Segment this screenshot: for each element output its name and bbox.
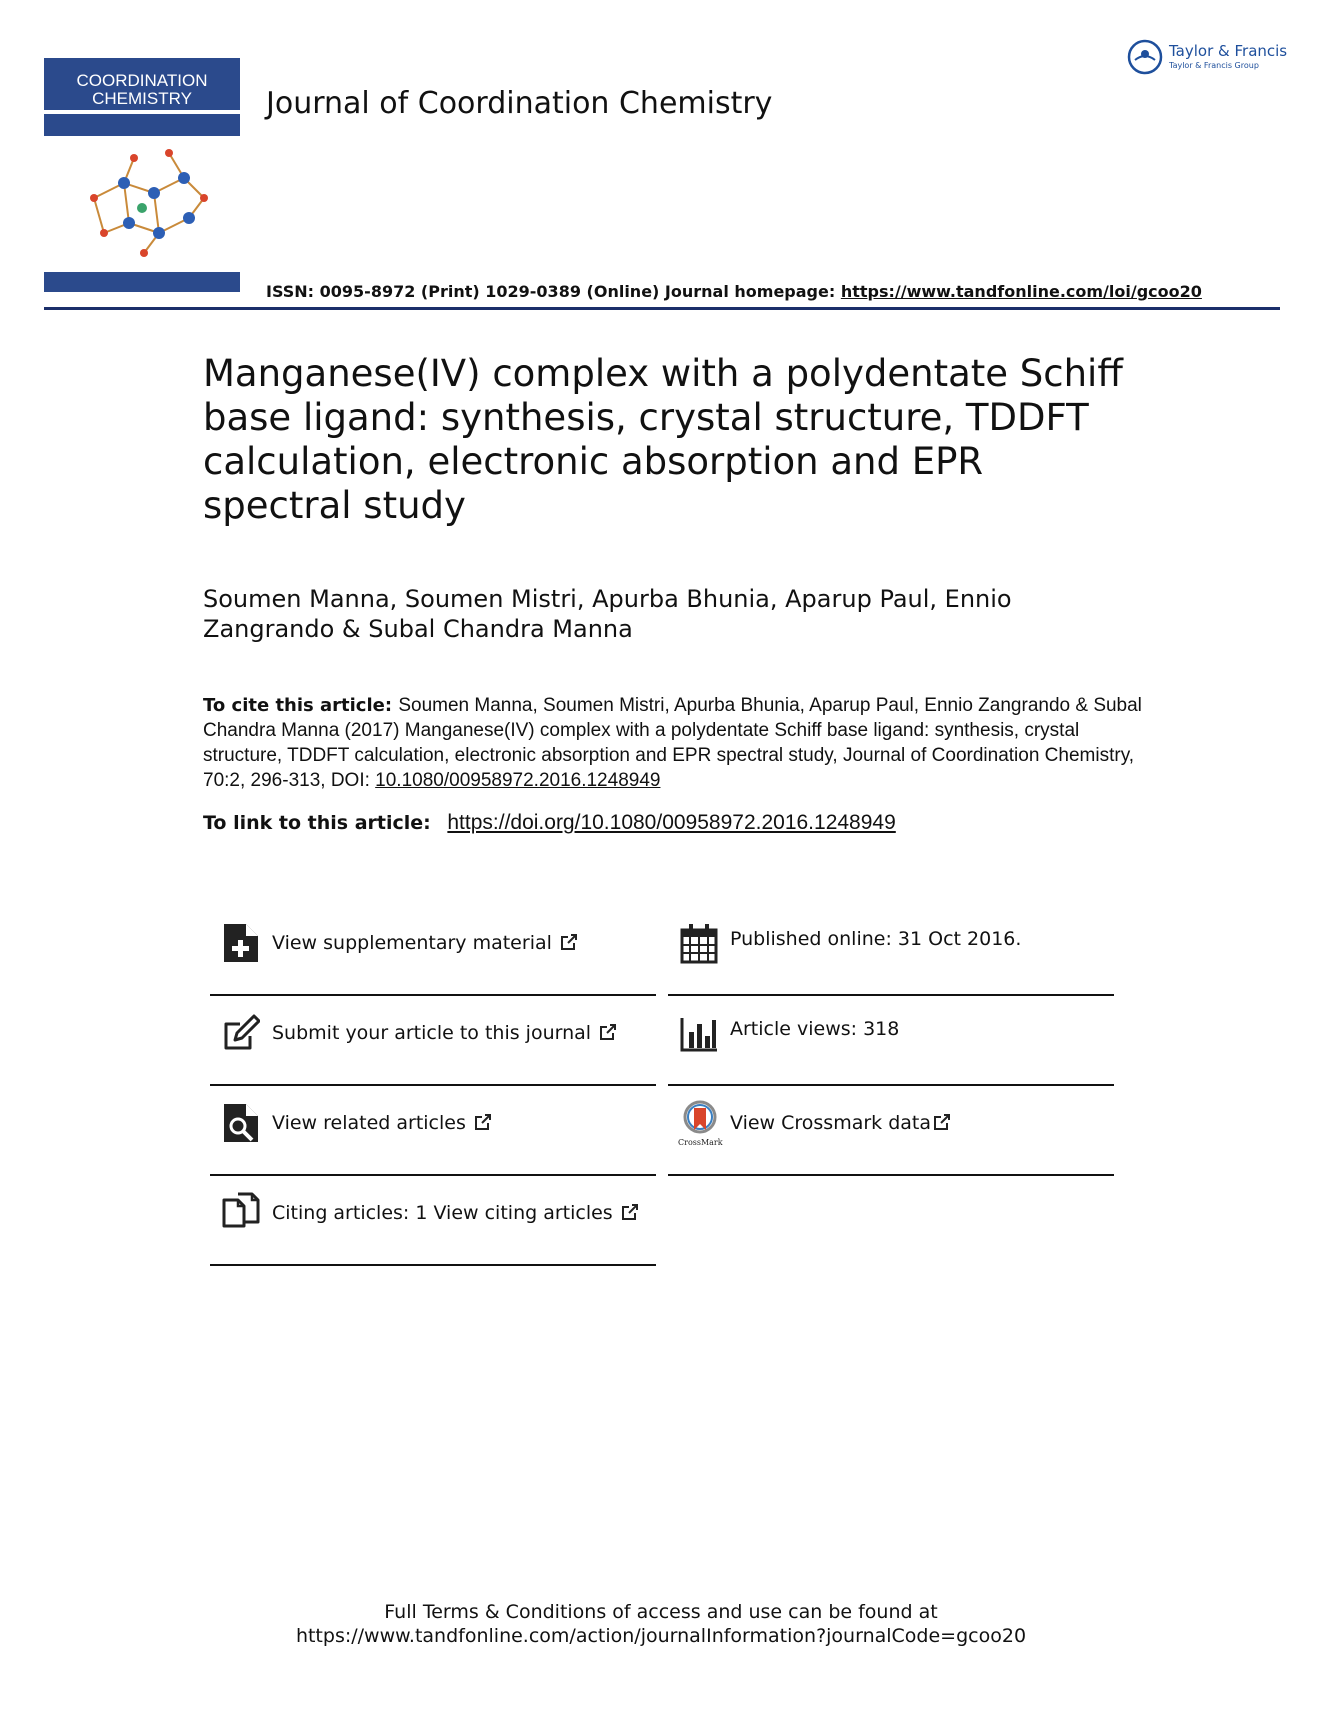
footer-terms-link[interactable]: https://www.tandfonline.com/action/journalInformation?journalCode=gcoo20 bbox=[295, 1625, 1027, 1647]
article-title: Manganese(IV) complex with a polydentate Schiff base ligand: synthesis, crystal structure, TDDFT calculation, electronic absorption and EPR spectral study bbox=[203, 352, 1123, 527]
citation-doi-link[interactable]: 10.1080/00958972.2016.1248949 bbox=[375, 770, 661, 791]
external-link-icon bbox=[474, 1113, 492, 1131]
footer bbox=[0, 1600, 1322, 1648]
article-views-text: Article views: 318 bbox=[730, 1018, 900, 1040]
supplementary-material-row[interactable] bbox=[210, 904, 656, 996]
file-plus-icon bbox=[222, 922, 260, 964]
cover-publisher-band bbox=[44, 272, 240, 292]
footer-terms-text: Full Terms & Conditions of access and use can be found at bbox=[384, 1601, 938, 1623]
submit-article-link[interactable]: Submit your article to this journal bbox=[272, 1022, 617, 1044]
citation-label: To cite this article: bbox=[203, 695, 399, 716]
edit-icon bbox=[222, 1012, 260, 1054]
bar-chart-icon bbox=[680, 1012, 718, 1054]
crossmark-logo-text: CrossMark bbox=[678, 1138, 723, 1147]
published-online-text: Published online: 31 Oct 2016. bbox=[730, 928, 1022, 950]
citing-articles-link[interactable]: Citing articles: 1 View citing articles bbox=[272, 1202, 639, 1224]
related-articles-link[interactable]: View related articles bbox=[272, 1112, 492, 1134]
external-link-icon bbox=[621, 1203, 639, 1221]
journal-homepage-link[interactable]: https://www.tandfonline.com/loi/gcoo20 bbox=[840, 282, 1202, 301]
external-link-icon bbox=[560, 933, 578, 951]
crossmark-row[interactable] bbox=[668, 1084, 1114, 1176]
calendar-icon bbox=[680, 922, 718, 964]
header-divider bbox=[44, 307, 1280, 310]
article-authors: Soumen Manna, Soumen Mistri, Apurba Bhunia, Aparup Paul, Ennio Zangrando & Subal Chandra Manna bbox=[203, 585, 1012, 643]
submit-article-row[interactable] bbox=[210, 994, 656, 1086]
publisher-group: Taylor & Francis Group bbox=[1169, 61, 1259, 70]
publisher-logo bbox=[1126, 38, 1286, 78]
crossmark-logo bbox=[678, 1100, 722, 1148]
cover-title: COORDINATION CHEMISTRY bbox=[76, 71, 208, 108]
journal-name: Journal of Coordination Chemistry bbox=[266, 86, 773, 121]
issn-line bbox=[266, 282, 1202, 301]
article-link-line bbox=[203, 811, 896, 835]
cover-strip bbox=[44, 114, 240, 136]
copy-documents-icon bbox=[222, 1192, 260, 1234]
external-link-icon bbox=[933, 1113, 951, 1131]
crossmark-link[interactable]: View Crossmark data bbox=[730, 1112, 951, 1134]
external-link-icon bbox=[599, 1023, 617, 1041]
citing-articles-row[interactable] bbox=[210, 1174, 656, 1266]
published-online-row bbox=[668, 904, 1114, 996]
taylor-francis-icon bbox=[1126, 38, 1164, 76]
molecule-image bbox=[74, 138, 214, 268]
supplementary-material-link[interactable]: View supplementary material bbox=[272, 932, 578, 954]
related-articles-row[interactable] bbox=[210, 1084, 656, 1176]
article-doi-link[interactable]: https://doi.org/10.1080/00958972.2016.1248949 bbox=[447, 811, 896, 834]
citation-block bbox=[203, 693, 1143, 793]
journal-cover bbox=[44, 58, 240, 292]
issn-text: ISSN: 0095-8972 (Print) 1029-0389 (Online) Journal homepage: bbox=[266, 282, 841, 301]
search-document-icon bbox=[222, 1102, 260, 1144]
crossmark-icon bbox=[678, 1100, 722, 1136]
article-views-row bbox=[668, 994, 1114, 1086]
link-label: To link to this article: bbox=[203, 812, 438, 834]
cover-title-band bbox=[44, 58, 240, 110]
publisher-name: Taylor & Francis bbox=[1169, 42, 1288, 60]
citation-text: Soumen Manna, Soumen Mistri, Apurba Bhunia, Aparup Paul, Ennio Zangrando & Subal Chandra Manna (2017) Manganese(IV) complex with a polydentate Schiff base ligand: synthesis, crystal structure, TDDFT calculation, electronic absorption and EPR spectral study, Journal of Coordination Chemistry, 70:2, 296-313, DOI: bbox=[203, 695, 1142, 791]
